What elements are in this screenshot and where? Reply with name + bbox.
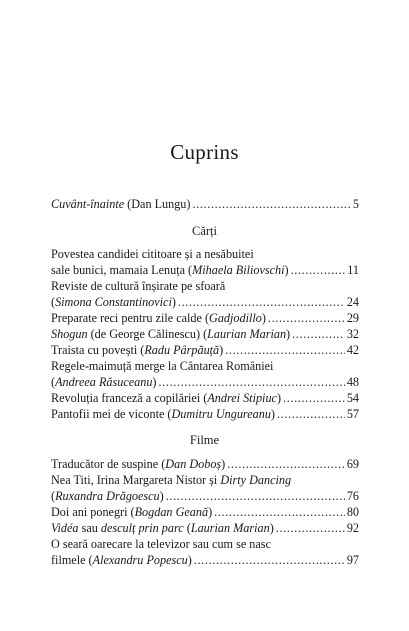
entry-title: Cuvânt-înainte (51, 197, 125, 211)
page-title: Cuprins (170, 140, 239, 164)
toc-entry (51, 390, 359, 406)
entry-author: Alexandru Popescu (92, 553, 188, 567)
entry-title: Pantofii mei de viconte ( (51, 407, 172, 421)
toc-entry (51, 488, 359, 504)
entry-author: Mihaela Biliovschi (192, 263, 285, 277)
toc-entry-line1 (51, 278, 359, 294)
paren: ) (159, 489, 164, 503)
entry-author: Laurian Marian (190, 521, 270, 535)
leader-dots (178, 294, 345, 310)
leader-dots (291, 262, 346, 278)
entry-title: sale bunici, mamaia Lenuța ( (51, 263, 193, 277)
entry-title: O seară oarecare la televizor sau cum se nasc (51, 537, 271, 551)
entry-author: Ruxandra Drăgoescu (55, 489, 160, 503)
toc-entry-line1 (51, 472, 359, 488)
page-number: 97 (346, 553, 359, 567)
toc-entry (51, 310, 359, 326)
paren: ) (208, 505, 213, 519)
page-number: 32 (346, 327, 359, 341)
entry-author: Andrei Stipiuc (207, 391, 277, 405)
page-number: 57 (346, 407, 359, 421)
entry-title: Dirty Dancing (220, 473, 292, 487)
entry-title: Preparate reci pentru zile calde ( (51, 311, 210, 325)
entry-title: Reviste de cultură înșirate pe sfoară (51, 279, 226, 293)
paren: ) (284, 263, 289, 277)
toc-entry-line1 (51, 246, 359, 262)
entry-title: Revoluția franceză a copilăriei ( (51, 391, 208, 405)
page-number: 92 (346, 521, 359, 535)
leader-dots (166, 488, 345, 504)
entry-author: Dan Doboș (165, 457, 222, 471)
toc-entry-line1 (51, 358, 359, 374)
leader-dots (276, 520, 345, 536)
toc-entry-line1 (51, 536, 359, 552)
entry-author: Radu Pârpăuță (144, 343, 220, 357)
entry-author: Simona Constantinovici (55, 295, 172, 309)
page-number: 80 (346, 505, 359, 519)
leader-dots (192, 196, 350, 212)
toc-entry-intro (51, 196, 359, 212)
paren: ) (269, 521, 274, 535)
entry-author: Andreea Răsuceanu (55, 375, 153, 389)
page-number: 11 (347, 263, 359, 277)
section-heading-filme: Filme (189, 433, 220, 447)
toc-entry (51, 456, 359, 472)
paren: ) (261, 311, 266, 325)
entry-title: Doi ani ponegri ( (51, 505, 135, 519)
toc-entry (51, 504, 359, 520)
entry-title: (de George Călinescu) ( (87, 327, 208, 341)
toc-entry (51, 342, 359, 358)
leader-dots (227, 456, 345, 472)
entry-author: (Dan Lungu) (124, 197, 191, 211)
entry-author: Bogdan Geană (134, 505, 209, 519)
entry-title: sau (78, 521, 101, 535)
section-heading-carti: Cărți (192, 224, 217, 238)
entry-author: Laurian Marian (207, 327, 287, 341)
entry-title: filmele ( (51, 553, 93, 567)
entry-title: Traista cu povești ( (51, 343, 145, 357)
paren: ) (187, 553, 192, 567)
paren: ( (51, 375, 56, 389)
entry-author: Dumitru Ungureanu (171, 407, 271, 421)
entry-title: Nea Titi, Irina Margareta Nistor și (51, 473, 221, 487)
paren: ) (219, 343, 224, 357)
paren: ) (152, 375, 157, 389)
page-number: 24 (346, 295, 359, 309)
entry-title: desculț prin parc (100, 521, 184, 535)
toc-entry (51, 326, 359, 342)
page-number: 48 (346, 375, 359, 389)
page-number: 29 (346, 311, 359, 325)
page-number: 69 (346, 457, 359, 471)
leader-dots (225, 342, 345, 358)
leader-dots (277, 406, 345, 422)
paren: ( (51, 489, 56, 503)
toc-entry (51, 262, 359, 278)
paren: ) (286, 327, 291, 341)
toc-entry (51, 406, 359, 422)
paren: ( (183, 521, 191, 535)
paren: ) (276, 391, 282, 405)
leader-dots (158, 374, 344, 390)
paren: ( (51, 295, 56, 309)
page-number: 54 (346, 391, 359, 405)
leader-dots (194, 552, 345, 568)
toc-entry (51, 552, 359, 568)
leader-dots (283, 390, 345, 406)
page-number: 5 (352, 197, 359, 211)
paren: ) (221, 457, 226, 471)
entry-title: Shogun (51, 327, 88, 341)
paren: ) (171, 295, 176, 309)
leader-dots (268, 310, 345, 326)
paren: ) (270, 407, 275, 421)
entry-title: Vidéa (51, 521, 79, 535)
leader-dots (214, 504, 345, 520)
leader-dots (292, 326, 345, 342)
entry-title: Traducător de suspine ( (51, 457, 166, 471)
page-number: 76 (346, 489, 359, 503)
entry-title: Povestea candidei cititoare și a nesăbuitei (51, 247, 254, 261)
toc-entry (51, 374, 359, 390)
toc-entry (51, 294, 359, 310)
entry-author: Gadjodillo (209, 311, 262, 325)
page-number: 42 (346, 343, 359, 357)
entry-title: Regele-maimuță merge la Cântarea României (51, 359, 274, 373)
toc-entry (51, 520, 359, 536)
